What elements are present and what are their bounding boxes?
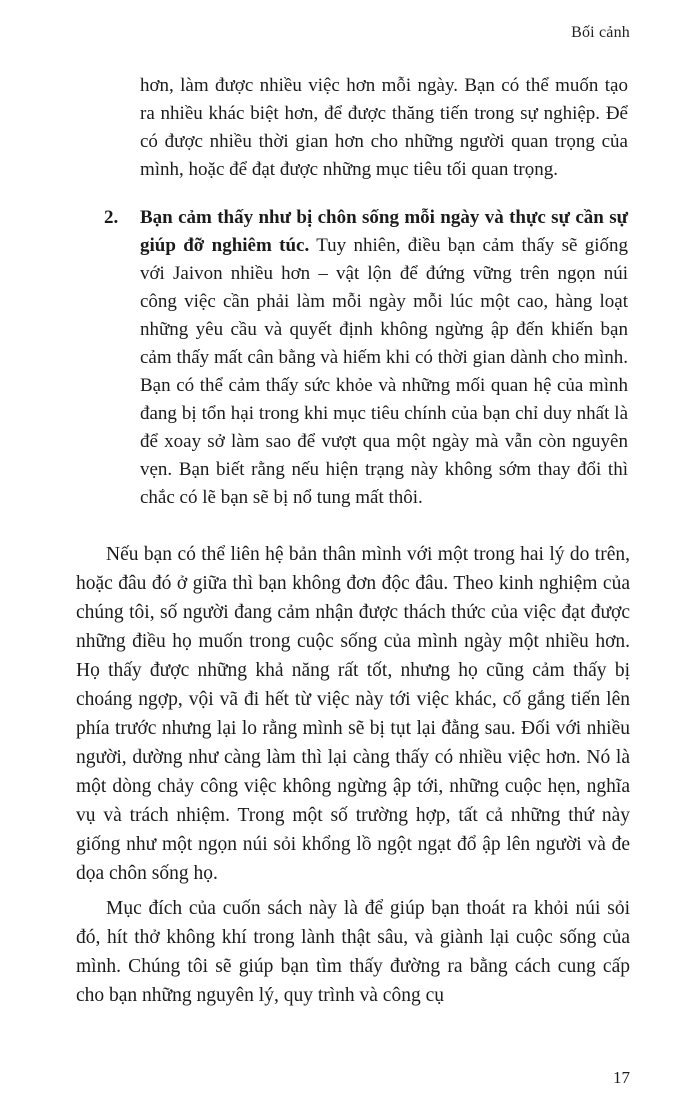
- list-item-1-continuation: hơn, làm được nhiều việc hơn mỗi ngày. Bạn có thể muốn tạo ra nhiều khác biệt hơn, để được thăng tiến trong sự nghiệp. Để có được nhiều thời gian hơn cho những người quan trọng của mình, hoặc để đạt được những mục tiêu tối quan trọng.: [140, 75, 628, 180]
- list-item-2-text: [140, 204, 628, 512]
- page-content: [0, 64, 700, 1010]
- running-header: Bối cảnh: [571, 24, 630, 41]
- list-item-2-number: 2.: [104, 207, 119, 228]
- paragraph-intro: Nếu bạn có thể liên hệ bản thân mình với một trong hai lý do trên, hoặc đâu đó ở giữa thì bạn không đơn độc đâu. Theo kinh nghiệm của chúng tôi, số người đang cảm nhận được thách thức của việc đạt được những điều họ muốn trong cuộc sống của mình ngày một nhiều hơn. Họ thấy được những khả năng rất tốt, nhưng họ cũng cảm thấy bị choáng ngợp, vội vã đi hết từ việc này tới việc khác, cố gắng tiến lên phía trước nhưng lại lo rằng mình sẽ bị tụt lại đằng sau. Đối với nhiều người, dường như càng làm thì lại càng thấy có nhiều việc hơn. Nó là một dòng chảy công việc không ngừng ập tới, những cuộc hẹn, nghĩa vụ và trách nhiệm. Trong một số trường hợp, tất cả những thứ này giống như một ngọn núi sỏi khổng lồ ngột ngạt đổ ập lên người và đe dọa chôn sống họ.: [76, 544, 630, 884]
- paragraph-purpose: Mục đích của cuốn sách này là để giúp bạn thoát ra khỏi núi sỏi đó, hít thở không khí trong lành thật sâu, và giành lại cuộc sống của mình. Chúng tôi sẽ giúp bạn tìm thấy đường ra bằng cách cung cấp cho bạn những nguyên lý, quy trình và công cụ: [76, 898, 630, 1006]
- list-item-2: [104, 204, 628, 512]
- list-item-2-bold-lead: Bạn cảm thấy như bị chôn sống mỗi ngày và thực sự cần sự giúp đỡ nghiêm túc.: [140, 207, 628, 256]
- page-number: 17: [613, 1068, 630, 1087]
- list-item-2-body: Tuy nhiên, điều bạn cảm thấy sẽ giống với Jaivon nhiều hơn – vật lộn để đứng vững trên ngọn núi công việc cần phải làm mỗi ngày mỗi lúc một cao, hàng loạt những yêu cầu và quyết định không ngừng ập đến khiến bạn cảm thấy mất cân bằng và hiếm khi có thời gian dành cho mình. Bạn có thể cảm thấy sức khỏe và những mối quan hệ của mình đang bị tổn hại trong khi mục tiêu chính của bạn chỉ duy nhất là để xoay sở làm sao để vượt qua một ngày mà vẫn còn nguyên vẹn. Bạn biết rằng nếu hiện trạng này không sớm thay đổi thì chắc có lẽ bạn sẽ bị nổ tung mất thôi.: [140, 235, 628, 508]
